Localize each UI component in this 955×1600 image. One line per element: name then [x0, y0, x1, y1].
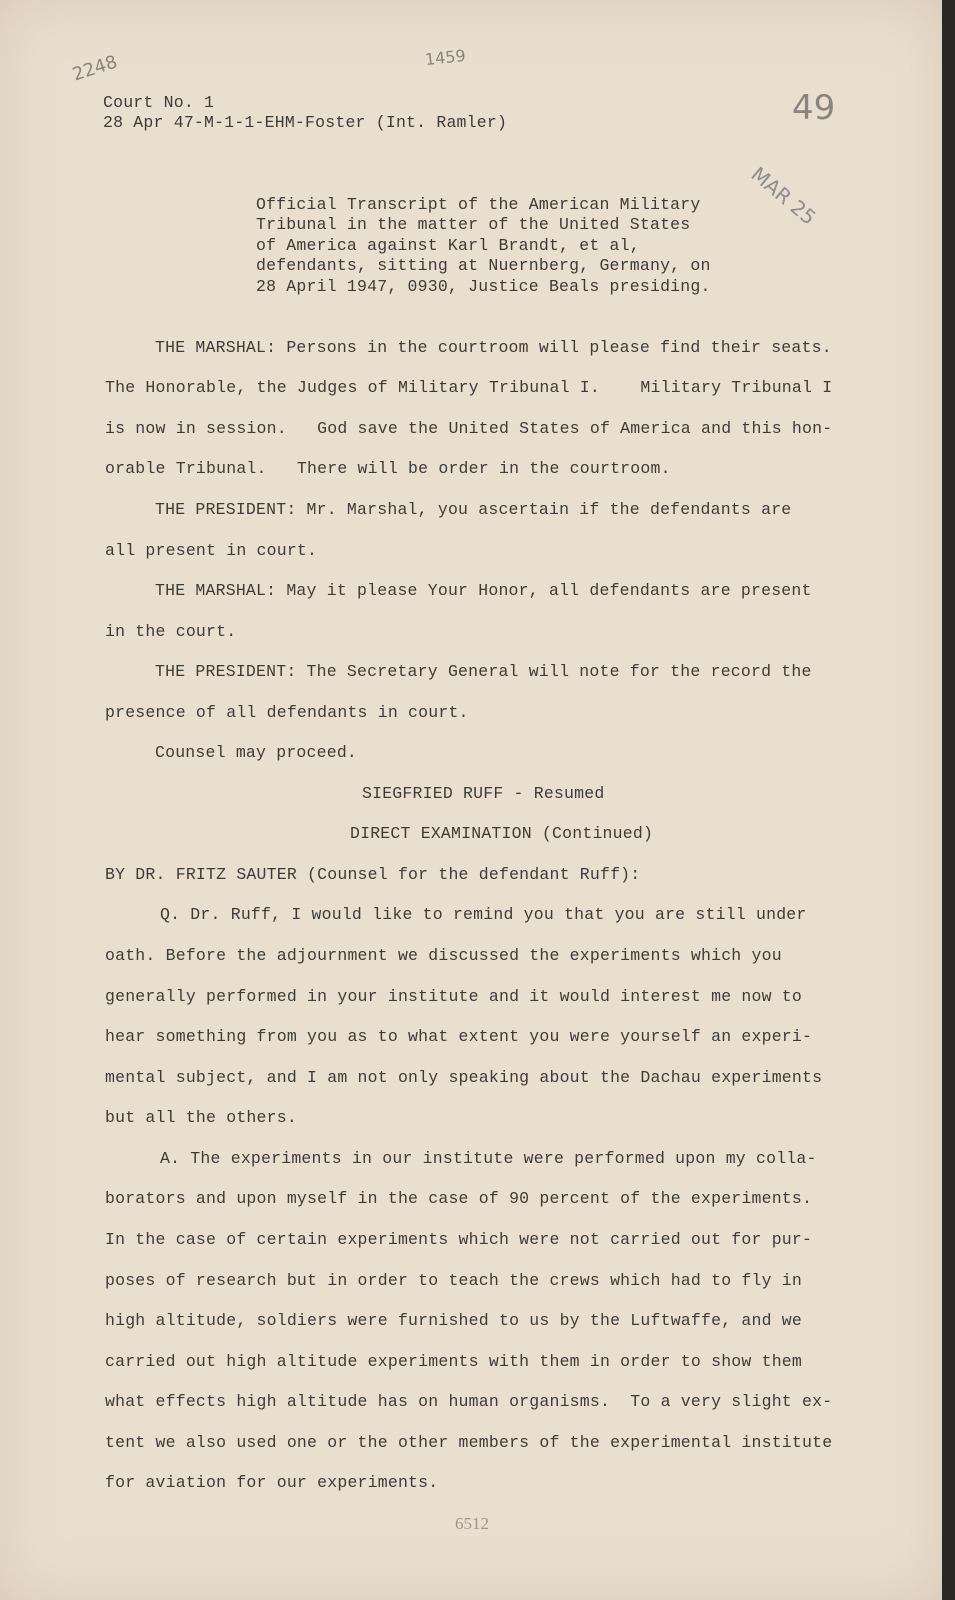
- body-line: oath. Before the adjournment we discussed the experiments which you: [105, 946, 782, 965]
- date-stamp: MAR 25: [746, 162, 821, 230]
- body-line: is now in session. God save the United States of America and this hon-: [105, 419, 833, 438]
- scan-border: [942, 0, 955, 1600]
- session-reference: 28 Apr 47-M-1-1-EHM-Foster (Int. Ramler): [103, 113, 508, 132]
- examination-heading: DIRECT EXAMINATION (Continued): [350, 824, 654, 843]
- body-line: presence of all defendants in court.: [105, 703, 469, 722]
- body-line: all present in court.: [105, 541, 318, 560]
- caption-line: Official Transcript of the American Military: [256, 195, 701, 214]
- body-line: what effects high altitude has on human organisms. To a very slight ex-: [105, 1392, 833, 1411]
- body-line: but all the others.: [105, 1108, 297, 1127]
- court-number: Court No. 1: [103, 93, 215, 112]
- body-line: poses of research but in order to teach the crews which had to fly in: [105, 1271, 803, 1290]
- body-line: in the court.: [105, 622, 237, 641]
- caption-line: Tribunal in the matter of the United States: [256, 215, 691, 234]
- handwritten-annotation-top-right: 49: [792, 88, 836, 128]
- body-line: hear something from you as to what extent you were yourself an experi-: [105, 1027, 813, 1046]
- body-line: A. The experiments in our institute were performed upon my colla-: [160, 1149, 817, 1168]
- body-line: In the case of certain experiments which were not carried out for pur-: [105, 1230, 813, 1249]
- page-number: 6512: [455, 1514, 489, 1533]
- handwritten-annotation-top-left: 2248: [69, 51, 120, 86]
- body-line: tent we also used one or the other members of the experimental institute: [105, 1433, 833, 1452]
- body-line: BY DR. FRITZ SAUTER (Counsel for the defendant Ruff):: [105, 865, 641, 884]
- body-line: mental subject, and I am not only speaking about the Dachau experiments: [105, 1068, 823, 1087]
- body-line: for aviation for our experiments.: [105, 1473, 439, 1492]
- body-line: THE MARSHAL: May it please Your Honor, all defendants are present: [155, 581, 812, 600]
- body-line: orable Tribunal. There will be order in the courtroom.: [105, 459, 671, 478]
- body-line: The Honorable, the Judges of Military Tribunal I. Military Tribunal I: [105, 378, 833, 397]
- body-line: Q. Dr. Ruff, I would like to remind you that you are still under: [160, 905, 807, 924]
- caption-line: defendants, sitting at Nuernberg, Germany, on: [256, 256, 711, 275]
- body-line: generally performed in your institute and it would interest me now to: [105, 987, 803, 1006]
- body-line: Counsel may proceed.: [155, 743, 358, 762]
- body-line: borators and upon myself in the case of 90 percent of the experiments.: [105, 1189, 813, 1208]
- witness-heading: SIEGFRIED RUFF - Resumed: [362, 784, 605, 803]
- caption-line: 28 April 1947, 0930, Justice Beals presiding.: [256, 277, 711, 296]
- body-line: THE PRESIDENT: Mr. Marshal, you ascertain if the defendants are: [155, 500, 792, 519]
- body-line: high altitude, soldiers were furnished to us by the Luftwaffe, and we: [105, 1311, 803, 1330]
- body-line: THE MARSHAL: Persons in the courtroom will please find their seats.: [155, 338, 832, 357]
- caption-line: of America against Karl Brandt, et al,: [256, 236, 640, 255]
- body-line: THE PRESIDENT: The Secretary General will note for the record the: [155, 662, 812, 681]
- body-line: carried out high altitude experiments with them in order to show them: [105, 1352, 803, 1371]
- handwritten-annotation-top-center: 1459: [424, 45, 467, 70]
